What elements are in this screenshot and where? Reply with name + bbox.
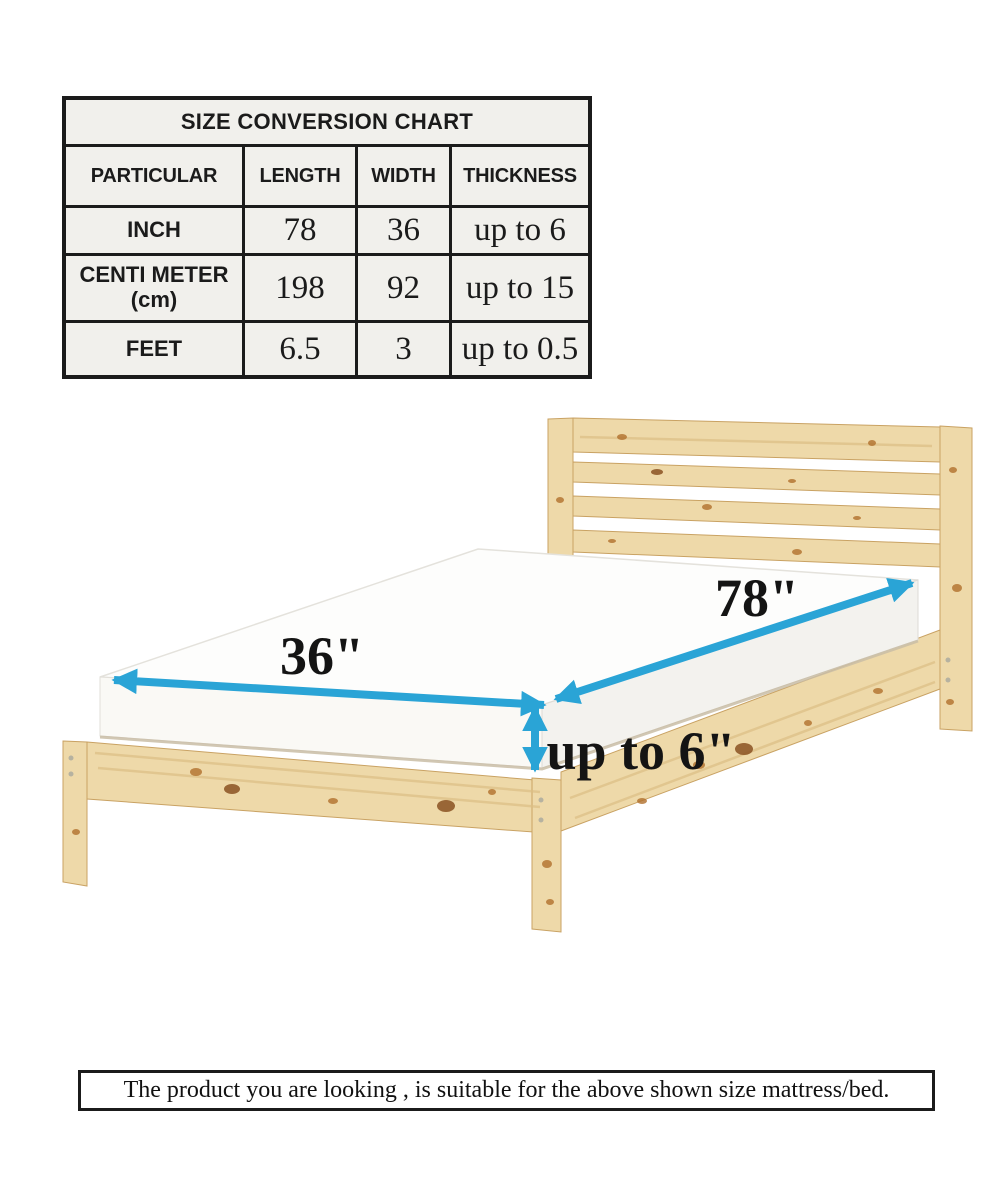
centimeter-thickness-value: up to 15 (452, 256, 588, 323)
dowel-pin (539, 798, 544, 803)
wood-knot (546, 899, 554, 905)
wood-knot (437, 800, 455, 812)
dowel-pin (946, 678, 951, 683)
footer-note-box (78, 1070, 935, 1111)
wood-knot (946, 699, 954, 705)
wood-knot (328, 798, 338, 804)
centimeter-length-value: 198 (245, 256, 358, 323)
column-header-length: LENGTH (245, 147, 358, 208)
wood-knot (617, 434, 627, 440)
width-dimension-label: 36" (280, 626, 364, 686)
column-header-width: WIDTH (358, 147, 452, 208)
wood-knot (949, 467, 957, 473)
row-label-inch: INCH (66, 208, 245, 256)
wood-knot (853, 516, 861, 520)
wood-knot (868, 440, 876, 446)
centimeter-width-value: 92 (358, 256, 452, 323)
dowel-pin (69, 772, 74, 777)
footer-note-text: The product you are looking , is suitable for the above shown size mattress/bed. (123, 1077, 890, 1103)
wood-knot (873, 688, 883, 694)
wood-knot (556, 497, 564, 503)
headboard-rail-3 (573, 496, 940, 530)
inch-length-value: 78 (245, 208, 358, 256)
wood-knot (804, 720, 812, 726)
wood-knot (792, 549, 802, 555)
length-dimension-label: 78" (715, 568, 799, 628)
wood-knot (72, 829, 80, 835)
wood-knot (190, 768, 202, 776)
row-label-centimeter: CENTI METER (cm) (66, 256, 245, 323)
front-corner-leg (532, 778, 561, 932)
feet-thickness-value: up to 0.5 (461, 330, 579, 367)
table-title: SIZE CONVERSION CHART (66, 100, 588, 147)
headboard-far-post (548, 418, 573, 558)
wood-knot (488, 789, 496, 795)
wood-knot (651, 469, 663, 475)
wood-knot (702, 504, 712, 510)
wood-knot (224, 784, 240, 794)
foot-left-leg (63, 741, 87, 886)
wood-knot (952, 584, 962, 592)
dowel-pin (69, 756, 74, 761)
column-header-thickness: THICKNESS (452, 147, 588, 208)
column-header-particular: PARTICULAR (66, 147, 245, 208)
wood-knot (735, 743, 753, 755)
wood-knot (637, 798, 647, 804)
dowel-pin (539, 818, 544, 823)
feet-width-value: 3 (358, 323, 452, 375)
headboard-rail-2 (573, 462, 940, 495)
wood-knot (608, 539, 616, 543)
dowel-pin (946, 658, 951, 663)
headboard-rail-top (573, 418, 940, 462)
wood-knot (542, 860, 552, 868)
feet-length-value: 6.5 (245, 323, 358, 375)
row-label-feet: FEET (66, 323, 245, 375)
thickness-dimension-label: up to 6" (546, 721, 736, 781)
wood-knot (788, 479, 796, 483)
inch-width-value: 36 (358, 208, 452, 256)
inch-thickness-value: up to 6 (452, 208, 588, 256)
